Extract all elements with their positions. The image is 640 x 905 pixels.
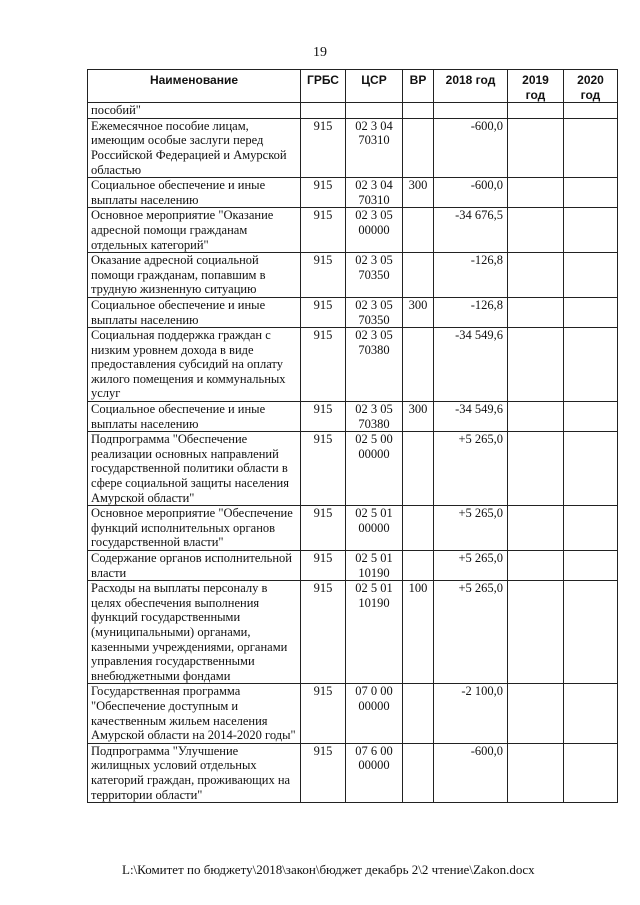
table-row xyxy=(88,684,618,743)
row-2019-cell xyxy=(508,208,564,253)
table-row xyxy=(88,506,618,551)
row-vr-cell xyxy=(403,506,434,551)
row-2020-cell xyxy=(564,743,618,802)
row-csr-cell: 02 3 05 70350 xyxy=(346,297,403,327)
column-header-2020: 2020 год xyxy=(564,70,618,103)
row-2018-cell: -600,0 xyxy=(434,178,508,208)
row-csr-cell: 02 3 05 70350 xyxy=(346,253,403,298)
row-2019-cell xyxy=(508,253,564,298)
row-2020-cell xyxy=(564,118,618,177)
row-2020-cell xyxy=(564,432,618,506)
row-2018-cell: -34 676,5 xyxy=(434,208,508,253)
row-csr-cell: 07 0 00 00000 xyxy=(346,684,403,743)
row-name-cell: Государственная программа "Обеспечение доступным и качественным жильем населения Амурской области на 2014-2020 годы" xyxy=(88,684,301,743)
table-row xyxy=(88,208,618,253)
row-vr-cell xyxy=(403,743,434,802)
row-grbs-cell: 915 xyxy=(301,118,346,177)
row-2020-cell xyxy=(564,551,618,581)
row-csr-cell: 02 3 04 70310 xyxy=(346,118,403,177)
row-grbs-cell: 915 xyxy=(301,208,346,253)
column-header-2019: 2019 год xyxy=(508,70,564,103)
row-name-cell: Ежемесячное пособие лицам, имеющим особые заслуги перед Российской Федерацией и Амурской областью xyxy=(88,118,301,177)
row-grbs-cell: 915 xyxy=(301,178,346,208)
row-2019-cell xyxy=(508,684,564,743)
row-name-cell: Социальная поддержка граждан с низким уровнем дохода в виде предоставления субсидий на оплату жилого помещения и коммунальных услуг xyxy=(88,328,301,402)
row-2018-cell: -126,8 xyxy=(434,253,508,298)
row-name-cell: Основное мероприятие "Обеспечение функций исполнительных органов государственной власти" xyxy=(88,506,301,551)
row-name-cell: Оказание адресной социальной помощи гражданам, попавшим в трудную жизненную ситуацию xyxy=(88,253,301,298)
row-csr-cell: 02 5 01 10190 xyxy=(346,551,403,581)
row-vr-cell xyxy=(403,432,434,506)
row-2018-cell: +5 265,0 xyxy=(434,432,508,506)
row-csr-cell: 02 5 01 10190 xyxy=(346,581,403,684)
row-2019-cell xyxy=(508,103,564,119)
row-2020-cell xyxy=(564,684,618,743)
row-2019-cell xyxy=(508,551,564,581)
row-vr-cell xyxy=(403,118,434,177)
row-2019-cell xyxy=(508,432,564,506)
table-row xyxy=(88,253,618,298)
row-2020-cell xyxy=(564,328,618,402)
row-2018-cell: +5 265,0 xyxy=(434,551,508,581)
column-header-name: Наименование xyxy=(88,70,301,103)
row-csr-cell: 02 3 04 70310 xyxy=(346,178,403,208)
row-vr-cell xyxy=(403,551,434,581)
row-2018-cell: +5 265,0 xyxy=(434,581,508,684)
table-row xyxy=(88,178,618,208)
row-vr-cell xyxy=(403,328,434,402)
row-name-cell: Содержание органов исполнительной власти xyxy=(88,551,301,581)
row-2018-cell: -600,0 xyxy=(434,118,508,177)
row-csr-cell: 02 3 05 70380 xyxy=(346,328,403,402)
row-name-cell: Основное мероприятие "Оказание адресной помощи гражданам отдельных категорий" xyxy=(88,208,301,253)
row-2020-cell xyxy=(564,208,618,253)
row-name-cell: Подпрограмма "Обеспечение реализации основных направлений государственной политики области в сфере социальной защиты населения Амурской области" xyxy=(88,432,301,506)
row-grbs-cell: 915 xyxy=(301,402,346,432)
row-grbs-cell: 915 xyxy=(301,684,346,743)
table-row xyxy=(88,328,618,402)
column-header-2018: 2018 год xyxy=(434,70,508,103)
row-grbs-cell: 915 xyxy=(301,551,346,581)
row-2020-cell xyxy=(564,253,618,298)
row-grbs-cell xyxy=(301,103,346,119)
row-name-cell: Социальное обеспечение и иные выплаты населению xyxy=(88,178,301,208)
budget-table xyxy=(87,69,618,803)
page-number: 19 xyxy=(313,45,327,60)
row-2018-cell: +5 265,0 xyxy=(434,506,508,551)
row-2018-cell: -2 100,0 xyxy=(434,684,508,743)
row-csr-cell: 02 3 05 70380 xyxy=(346,402,403,432)
table-row xyxy=(88,103,618,119)
column-header-csr: ЦСР xyxy=(346,70,403,103)
table-row xyxy=(88,118,618,177)
row-grbs-cell: 915 xyxy=(301,581,346,684)
row-grbs-cell: 915 xyxy=(301,297,346,327)
row-2018-cell: -126,8 xyxy=(434,297,508,327)
row-2019-cell xyxy=(508,743,564,802)
row-name-cell: Подпрограмма "Улучшение жилищных условий отдельных категорий граждан, проживающих на территории области" xyxy=(88,743,301,802)
footer-file-path: L:\Комитет по бюджету\2018\закон\бюджет декабрь 2\2 чтение\Zakon.docx xyxy=(122,862,535,877)
row-grbs-cell: 915 xyxy=(301,328,346,402)
row-vr-cell: 300 xyxy=(403,178,434,208)
row-vr-cell: 100 xyxy=(403,581,434,684)
row-vr-cell xyxy=(403,684,434,743)
table-row xyxy=(88,402,618,432)
row-csr-cell: 07 6 00 00000 xyxy=(346,743,403,802)
row-vr-cell xyxy=(403,208,434,253)
row-2019-cell xyxy=(508,178,564,208)
row-2020-cell xyxy=(564,506,618,551)
row-2018-cell: -34 549,6 xyxy=(434,328,508,402)
row-name-cell: Расходы на выплаты персоналу в целях обеспечения выполнения функций государственными (муниципальными) органами, казенными учреждениями, органами управления государственными внебюджетными фондами xyxy=(88,581,301,684)
row-2020-cell xyxy=(564,103,618,119)
row-2018-cell xyxy=(434,103,508,119)
column-header-vr: ВР xyxy=(403,70,434,103)
table-row xyxy=(88,743,618,802)
row-csr-cell xyxy=(346,103,403,119)
row-2020-cell xyxy=(564,297,618,327)
row-2018-cell: -34 549,6 xyxy=(434,402,508,432)
row-vr-cell xyxy=(403,253,434,298)
row-grbs-cell: 915 xyxy=(301,506,346,551)
row-name-cell: Социальное обеспечение и иные выплаты населению xyxy=(88,402,301,432)
row-vr-cell: 300 xyxy=(403,297,434,327)
row-2019-cell xyxy=(508,297,564,327)
row-2019-cell xyxy=(508,402,564,432)
row-grbs-cell: 915 xyxy=(301,432,346,506)
table-row xyxy=(88,297,618,327)
row-2020-cell xyxy=(564,178,618,208)
row-2020-cell xyxy=(564,581,618,684)
row-csr-cell: 02 5 01 00000 xyxy=(346,506,403,551)
row-2019-cell xyxy=(508,581,564,684)
table-row xyxy=(88,581,618,684)
row-2019-cell xyxy=(508,506,564,551)
row-2018-cell: -600,0 xyxy=(434,743,508,802)
row-name-cell: пособий" xyxy=(88,103,301,119)
row-name-cell: Социальное обеспечение и иные выплаты населению xyxy=(88,297,301,327)
table-row xyxy=(88,551,618,581)
row-grbs-cell: 915 xyxy=(301,253,346,298)
row-2020-cell xyxy=(564,402,618,432)
row-csr-cell: 02 3 05 00000 xyxy=(346,208,403,253)
table-header-row xyxy=(88,70,618,103)
row-vr-cell: 300 xyxy=(403,402,434,432)
row-2019-cell xyxy=(508,118,564,177)
row-2019-cell xyxy=(508,328,564,402)
row-grbs-cell: 915 xyxy=(301,743,346,802)
row-vr-cell xyxy=(403,103,434,119)
table-row xyxy=(88,432,618,506)
column-header-grbs: ГРБС xyxy=(301,70,346,103)
table-body xyxy=(88,103,618,803)
row-csr-cell: 02 5 00 00000 xyxy=(346,432,403,506)
